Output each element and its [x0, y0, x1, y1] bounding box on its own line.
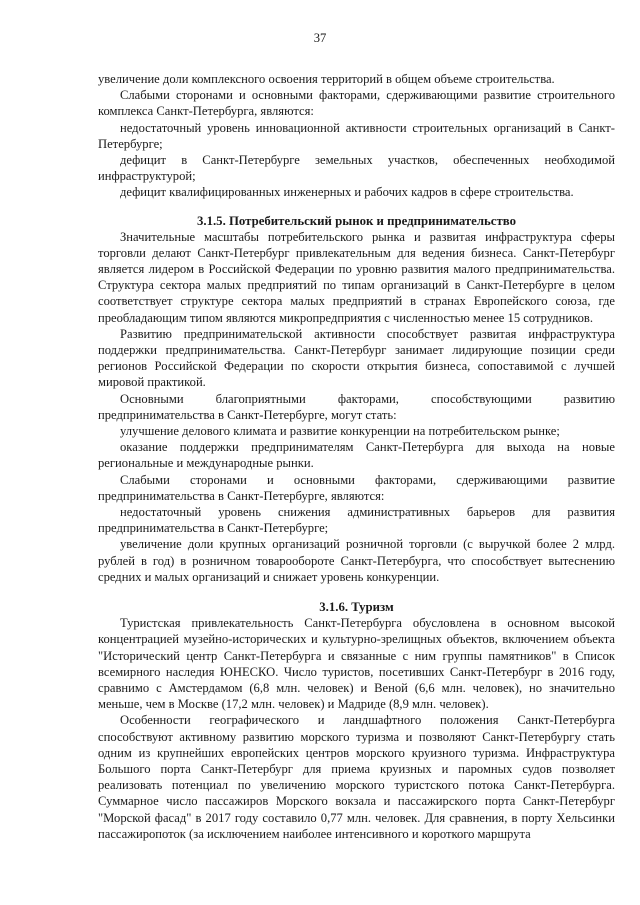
paragraph: Особенности географического и ландшафтного положения Санкт-Петербурга способствуют активному развитию морского туризма и позволяют Санкт-Петербургу стать одним из крупнейших европейских центров морского круизного туризма. Инфраструктура Большого порта Санкт-Петербург для приема круизных и паромных судов позволяет реализовать потенциал по увеличению морского туристского потока Санкт-Петербурга. Суммарное число пассажиров Морского вокзала и пассажирского порта Санкт-Петербург "Морской фасад" в 2017 году составило 0,77 млн. человек. Для сравнения, в порту Хельсинки пассажиропоток (за исключением наиболее интенсивного и короткого маршрута	[98, 713, 615, 841]
list-item: улучшение делового климата и развитие конкуренции на потребительском рынке;	[120, 424, 560, 439]
paragraph: Значительные масштабы потребительского рынка и развитая инфраструктура сферы торговли делают Санкт-Петербург привлекательным для ведения бизнеса. Санкт-Петербург является лидером в Российской Федерации по уровню развития малого предпринимательства. Структура сектора малых предприятий по типам организаций в Санкт-Петербурге в целом соответствует структуре сектора малых предприятий в странах Европейского союза, где преобладающим типом являются микропредприятия с численностью менее 15 сотрудников.	[98, 229, 615, 325]
paragraph: Слабыми сторонами и основными факторами, сдерживающими развитие предпринимательства в Санкт-Петербурге, являются:	[98, 472, 615, 503]
paragraph: Развитию предпринимательской активности способствует развитая инфраструктура поддержки предпринимательства. Санкт-Петербург занимает лидирующие позиции среди регионов Российской Федерации по скорости открытия бизнеса, сопоставимой с лучшей мировой практикой.	[98, 326, 615, 390]
list-item: дефицит в Санкт-Петербурге земельных участков, обеспеченных необходимой инфраструктурой;	[98, 153, 615, 184]
list-item: дефицит квалифицированных инженерных и рабочих кадров в сфере строительства.	[120, 185, 574, 200]
list-item: недостаточный уровень снижения административных барьеров для развития предпринимательства в Санкт-Петербурге;	[98, 505, 615, 536]
page-content	[98, 71, 615, 842]
section-heading-tourism: 3.1.6. Туризм	[319, 600, 394, 615]
paragraph: Туристская привлекательность Санкт-Петербурга обусловлена в основном высокой концентрацией музейно-исторических и культурно-зрелищных объектов, включением объекта "Исторический центр Санкт-Петербурга и связанные с ним группы памятников" в Список всемирного наследия ЮНЕСКО. Число туристов, посетивших Санкт-Петербург в 2016 году, сравнимо с Амстердамом (6,8 млн. человек) и Веной (6,6 млн. человек), но значительно меньше, чем в Москве (17,2 млн. человек) и Мадриде (8,9 млн. человек).	[98, 616, 615, 712]
paragraph: увеличение доли комплексного освоения территорий в общем объеме строительства.	[98, 72, 555, 86]
section-heading-consumer-market: 3.1.5. Потребительский рынок и предпринимательство	[196, 213, 516, 228]
list-item: увеличение доли крупных организаций розничной торговли (с выручкой более 2 млрд. рублей в год) в розничном товарообороте Санкт-Петербурга, что способствует вытеснению средних и малых организаций и снижает уровень конкуренции.	[98, 537, 615, 584]
paragraph: Слабыми сторонами и основными факторами, сдерживающими развитие строительного комплекса Санкт-Петербурга, являются:	[98, 88, 615, 119]
list-item: оказание поддержки предпринимателям Санкт-Петербурга для выхода на новые региональные и международные рынки.	[98, 440, 615, 471]
paragraph: Основными благоприятными факторами, способствующими развитию предпринимательства в Санкт-Петербурге, могут стать:	[98, 391, 615, 422]
list-item: недостаточный уровень инновационной активности строительных организаций в Санкт-Петербурге;	[98, 120, 615, 151]
page-number: 37	[313, 31, 327, 45]
